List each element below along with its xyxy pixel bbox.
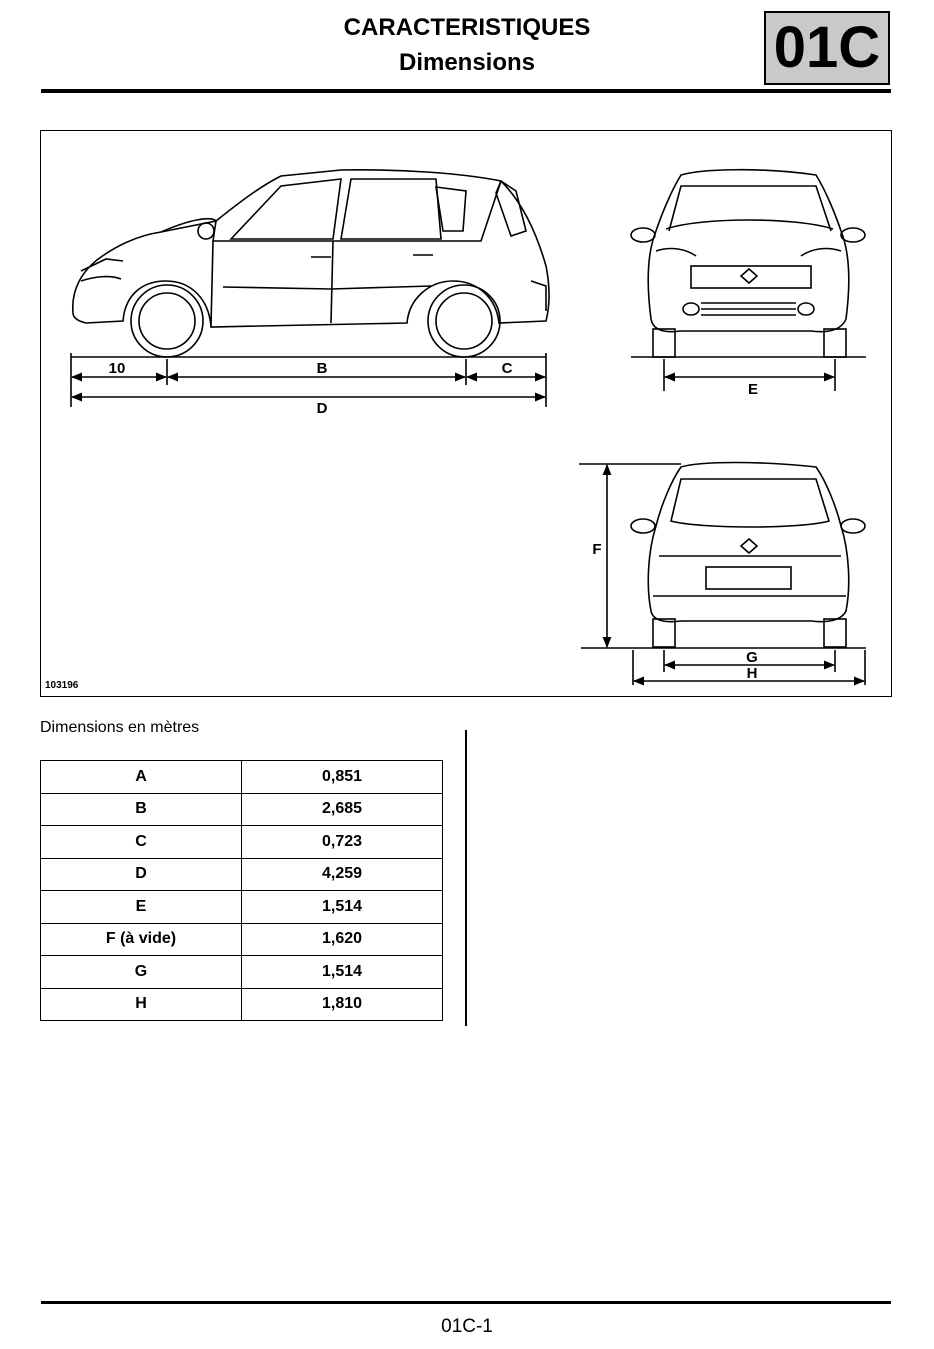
dimensions-table (40, 760, 443, 1021)
row-label: C (41, 826, 242, 859)
table-row (41, 761, 443, 794)
row-value: 0,851 (242, 761, 443, 794)
row-label: H (41, 988, 242, 1021)
table-row (41, 858, 443, 891)
dim-label-e: E (747, 381, 759, 398)
row-label: G (41, 956, 242, 989)
row-value: 4,259 (242, 858, 443, 891)
page-subtitle: Dimensions (398, 49, 536, 76)
section-code-badge: 01C (764, 11, 890, 85)
footer-rule (41, 1301, 891, 1304)
row-value: 1,514 (242, 891, 443, 924)
side-dimension-lines (71, 353, 546, 407)
row-value: 0,723 (242, 826, 443, 859)
row-value: 1,620 (242, 923, 443, 956)
figure-reference: 103196 (45, 680, 79, 691)
row-label: B (41, 793, 242, 826)
dim-label-f: F (592, 541, 602, 558)
row-label: A (41, 761, 242, 794)
dim-label-b: B (316, 360, 328, 377)
units-caption: Dimensions en mètres (40, 719, 200, 736)
page-title: CARACTERISTIQUES (343, 14, 591, 41)
car-side-wheels (131, 285, 500, 357)
vehicle-drawing (41, 131, 893, 698)
column-divider (465, 730, 467, 1026)
row-label: D (41, 858, 242, 891)
table-row (41, 988, 443, 1021)
row-label: E (41, 891, 242, 924)
table-row (41, 891, 443, 924)
vehicle-dimensions-figure (40, 130, 892, 697)
car-front-wheels (653, 329, 846, 357)
table-row (41, 793, 443, 826)
table-row (41, 923, 443, 956)
table-row (41, 826, 443, 859)
dim-label-10: 10 (108, 360, 126, 377)
dim-label-g: G (746, 649, 758, 666)
row-label: F (à vide) (41, 923, 242, 956)
row-value: 2,685 (242, 793, 443, 826)
car-rear-view (631, 463, 865, 622)
table-row (41, 956, 443, 989)
row-value: 1,514 (242, 956, 443, 989)
car-front-view (631, 170, 865, 332)
dim-label-d: D (316, 400, 328, 417)
row-value: 1,810 (242, 988, 443, 1021)
dim-label-c: C (501, 360, 513, 377)
dim-label-h: H (746, 665, 758, 682)
header-rule (41, 89, 891, 93)
page-number: 01C-1 (441, 1316, 493, 1337)
car-rear-wheels (653, 619, 846, 647)
